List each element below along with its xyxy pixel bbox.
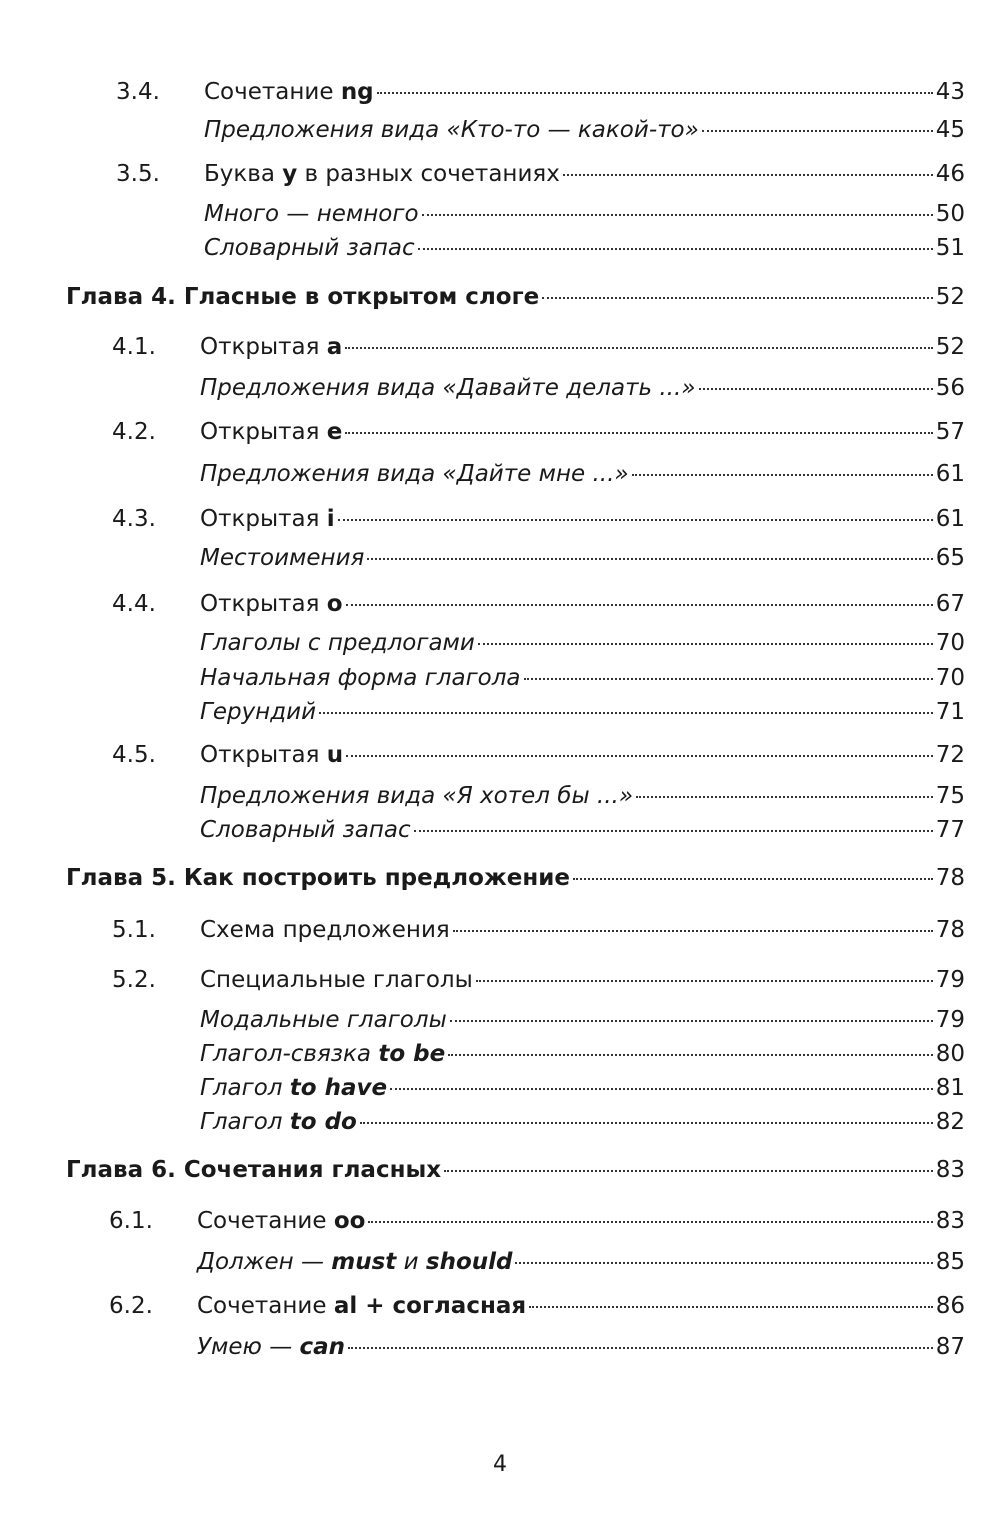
toc-entry-text: Модальные глаголы bbox=[200, 1007, 447, 1033]
toc-entry-text: Буква bbox=[204, 161, 283, 187]
toc-leader-dots bbox=[529, 1306, 933, 1308]
toc-subentry bbox=[204, 234, 965, 262]
toc-entry-page: 85 bbox=[935, 1249, 965, 1275]
toc-section-entry bbox=[109, 1292, 965, 1320]
toc-entry-number: 4.3. bbox=[112, 506, 156, 532]
toc-entry-emphasis: to have bbox=[289, 1075, 388, 1101]
toc-section-entry bbox=[112, 916, 965, 944]
toc-entry-title bbox=[66, 864, 570, 892]
toc-subentry bbox=[204, 116, 965, 144]
toc-entry-page: 56 bbox=[935, 375, 965, 401]
toc-leader-dots bbox=[632, 474, 933, 476]
toc-entry-text: Открытая bbox=[200, 742, 327, 768]
toc-entry-page: 83 bbox=[935, 1157, 965, 1183]
toc-entry-page: 79 bbox=[935, 967, 965, 993]
toc-entry-text: Начальная форма глагола bbox=[200, 665, 521, 691]
toc-entry-page: 45 bbox=[935, 117, 965, 143]
toc-entry-title bbox=[200, 698, 316, 726]
toc-entry-page: 78 bbox=[935, 865, 965, 891]
toc-entry-title bbox=[200, 782, 633, 810]
toc-leader-dots bbox=[476, 980, 933, 982]
toc-entry-emphasis: to do bbox=[289, 1109, 357, 1135]
toc-leader-dots bbox=[377, 92, 933, 94]
toc-entry-title bbox=[204, 234, 415, 262]
toc-entry-text: Глава 5. Как построить предложение bbox=[66, 865, 570, 891]
toc-section-entry bbox=[112, 333, 965, 361]
toc-entry-text: Сочетание bbox=[197, 1293, 334, 1319]
toc-entry-text: Глагол-связка bbox=[200, 1041, 379, 1067]
toc-leader-dots bbox=[346, 604, 933, 606]
toc-entry-emphasis: can bbox=[299, 1334, 346, 1360]
toc-leader-dots bbox=[450, 1020, 933, 1022]
toc-entry-title bbox=[200, 629, 475, 657]
toc-subentry bbox=[200, 460, 965, 488]
toc-entry-text: Глаголы с предлогами bbox=[200, 630, 475, 656]
toc-subentry bbox=[197, 1248, 965, 1276]
toc-entry-emphasis: must bbox=[331, 1249, 397, 1275]
toc-entry-page: 81 bbox=[935, 1075, 965, 1101]
toc-entry-text: Умею — bbox=[197, 1334, 300, 1360]
toc-leader-dots bbox=[346, 755, 933, 757]
toc-entry-text: Открытая bbox=[200, 506, 327, 532]
toc-entry-text: Словарный запас bbox=[200, 817, 411, 843]
toc-entry-text: Открытая bbox=[200, 334, 327, 360]
toc-entry-page: 70 bbox=[935, 630, 965, 656]
toc-entry-title bbox=[66, 283, 539, 311]
toc-entry-title bbox=[200, 374, 696, 402]
toc-entry-text: Глава 4. Гласные в открытом слоге bbox=[66, 284, 540, 310]
toc-entry-page: 61 bbox=[935, 506, 965, 532]
toc-entry-page: 80 bbox=[935, 1041, 965, 1067]
toc-leader-dots bbox=[338, 519, 933, 521]
toc-subentry bbox=[200, 1108, 965, 1136]
toc-entry-page: 79 bbox=[935, 1007, 965, 1033]
toc-entry-text: Глава 6. Сочетания гласных bbox=[66, 1157, 442, 1183]
toc-leader-dots bbox=[345, 347, 932, 349]
toc-entry-title bbox=[200, 1006, 447, 1034]
toc-leader-dots bbox=[702, 130, 933, 132]
toc-entry-text: Глагол bbox=[200, 1109, 290, 1135]
toc-entry-title bbox=[200, 505, 335, 533]
toc-subentry bbox=[200, 629, 965, 657]
toc-leader-dots bbox=[367, 558, 932, 560]
toc-entry-emphasis: to be bbox=[378, 1041, 446, 1067]
toc-entry-page: 50 bbox=[935, 201, 965, 227]
toc-subentry bbox=[204, 200, 965, 228]
toc-entry-emphasis: i bbox=[326, 506, 335, 532]
toc-entry-text: Местоимения bbox=[200, 545, 365, 571]
toc-entry-text: Предложения вида «Дайте мне ...» bbox=[200, 461, 629, 487]
toc-entry-text: Предложения вида «Давайте делать ...» bbox=[200, 375, 696, 401]
toc-entry-page: 75 bbox=[935, 783, 965, 809]
toc-entry-emphasis: al + согласная bbox=[333, 1293, 527, 1319]
toc-entry-title bbox=[66, 1156, 441, 1184]
toc-entry-emphasis: should bbox=[425, 1249, 513, 1275]
toc-entry-text: и bbox=[396, 1249, 426, 1275]
toc-leader-dots bbox=[390, 1088, 933, 1090]
toc-entry-number: 4.2. bbox=[112, 419, 156, 445]
toc-entry-text: Открытая bbox=[200, 419, 327, 445]
toc-subentry bbox=[200, 1006, 965, 1034]
toc-leader-dots bbox=[524, 678, 933, 680]
toc-leader-dots bbox=[345, 432, 932, 434]
toc-entry-title bbox=[200, 664, 521, 692]
toc-entry-title bbox=[197, 1333, 345, 1361]
toc-entry-title bbox=[204, 78, 374, 106]
toc-entry-page: 65 bbox=[935, 545, 965, 571]
toc-entry-title bbox=[200, 1108, 357, 1136]
toc-entry-title bbox=[197, 1207, 365, 1235]
toc-entry-page: 67 bbox=[935, 591, 965, 617]
toc-entry-title bbox=[200, 1074, 387, 1102]
toc-leader-dots bbox=[444, 1170, 933, 1172]
toc-entry-text: Предложения вида «Я хотел бы ...» bbox=[200, 783, 634, 809]
toc-entry-title bbox=[200, 590, 343, 618]
toc-entry-page: 43 bbox=[935, 79, 965, 105]
toc-entry-number: 5.2. bbox=[112, 967, 156, 993]
toc-entry-emphasis: oo bbox=[333, 1208, 366, 1234]
toc-entry-text: в разных сочетаниях bbox=[297, 161, 560, 187]
toc-entry-emphasis: u bbox=[326, 742, 344, 768]
toc-section-entry bbox=[116, 78, 965, 106]
toc-subentry bbox=[200, 1040, 965, 1068]
toc-entry-page: 77 bbox=[935, 817, 965, 843]
toc-leader-dots bbox=[360, 1122, 933, 1124]
toc-entry-number: 4.4. bbox=[112, 591, 156, 617]
toc-entry-title bbox=[200, 418, 342, 446]
toc-entry-title bbox=[200, 966, 473, 994]
toc-entry-number: 3.5. bbox=[116, 161, 160, 187]
toc-chapter-entry bbox=[66, 1156, 965, 1184]
toc-leader-dots bbox=[563, 174, 933, 176]
toc-entry-title bbox=[204, 116, 699, 144]
toc-leader-dots bbox=[699, 388, 933, 390]
toc-entry-text: Должен — bbox=[197, 1249, 332, 1275]
toc-leader-dots bbox=[478, 643, 933, 645]
toc-entry-number: 3.4. bbox=[116, 79, 160, 105]
toc-entry-title bbox=[204, 200, 419, 228]
toc-subentry bbox=[200, 1074, 965, 1102]
toc-leader-dots bbox=[414, 830, 933, 832]
toc-entry-title bbox=[197, 1292, 526, 1320]
toc-entry-text: Открытая bbox=[200, 591, 327, 617]
toc-entry-text: Специальные глаголы bbox=[200, 967, 473, 993]
toc-entry-page: 71 bbox=[935, 699, 965, 725]
toc-entry-title bbox=[197, 1248, 512, 1276]
page-number: 4 bbox=[493, 1452, 507, 1477]
toc-entry-text: Сочетание bbox=[197, 1208, 334, 1234]
toc-entry-title bbox=[200, 1040, 445, 1068]
toc-entry-number: 6.2. bbox=[109, 1293, 153, 1319]
toc-section-entry bbox=[112, 418, 965, 446]
toc-section-entry bbox=[116, 160, 965, 188]
toc-entry-page: 52 bbox=[935, 284, 965, 310]
toc-subentry bbox=[197, 1333, 965, 1361]
toc-entry-text: Глагол bbox=[200, 1075, 290, 1101]
toc-entry-text: Много — немного bbox=[204, 201, 419, 227]
toc-entry-page: 51 bbox=[935, 235, 965, 261]
toc-leader-dots bbox=[542, 297, 933, 299]
toc-entry-emphasis: o bbox=[326, 591, 343, 617]
toc-entry-page: 61 bbox=[935, 461, 965, 487]
toc-entry-text: Сочетание bbox=[204, 79, 341, 105]
toc-entry-page: 86 bbox=[935, 1293, 965, 1319]
toc-entry-text: Предложения вида «Кто-то — какой-то» bbox=[204, 117, 699, 143]
toc-entry-page: 57 bbox=[935, 419, 965, 445]
toc-section-entry bbox=[112, 741, 965, 769]
toc-subentry bbox=[200, 782, 965, 810]
toc-leader-dots bbox=[422, 214, 933, 216]
toc-entry-number: 4.5. bbox=[112, 742, 156, 768]
toc-entry-text: Герундий bbox=[200, 699, 317, 725]
toc-leader-dots bbox=[348, 1347, 933, 1349]
toc-section-entry bbox=[112, 505, 965, 533]
toc-entry-page: 72 bbox=[935, 742, 965, 768]
toc-entry-page: 78 bbox=[935, 917, 965, 943]
toc-leader-dots bbox=[319, 712, 933, 714]
toc-entry-text: Схема предложения bbox=[200, 917, 450, 943]
toc-subentry bbox=[200, 544, 965, 572]
toc-entry-page: 87 bbox=[935, 1334, 965, 1360]
toc-entry-title bbox=[200, 741, 343, 769]
toc-entry-text: Словарный запас bbox=[204, 235, 415, 261]
toc-entry-title bbox=[200, 544, 364, 572]
toc-leader-dots bbox=[418, 248, 933, 250]
toc-entry-page: 83 bbox=[935, 1208, 965, 1234]
toc-entry-page: 82 bbox=[935, 1109, 965, 1135]
toc-leader-dots bbox=[368, 1221, 932, 1223]
toc-entry-title bbox=[200, 916, 450, 944]
toc-leader-dots bbox=[453, 930, 933, 932]
toc-entry-title bbox=[204, 160, 560, 188]
toc-entry-number: 5.1. bbox=[112, 917, 156, 943]
toc-subentry bbox=[200, 698, 965, 726]
toc-entry-page: 46 bbox=[935, 161, 965, 187]
toc-entry-title bbox=[200, 816, 411, 844]
toc-entry-number: 6.1. bbox=[109, 1208, 153, 1234]
toc-subentry bbox=[200, 664, 965, 692]
toc-section-entry bbox=[112, 966, 965, 994]
toc-entry-emphasis: a bbox=[326, 334, 343, 360]
toc-entry-title bbox=[200, 460, 629, 488]
toc-leader-dots bbox=[636, 796, 933, 798]
toc-section-entry bbox=[109, 1207, 965, 1235]
toc-leader-dots bbox=[448, 1054, 933, 1056]
toc-subentry bbox=[200, 374, 965, 402]
toc-entry-page: 70 bbox=[935, 665, 965, 691]
toc-entry-number: 4.1. bbox=[112, 334, 156, 360]
toc-entry-emphasis: e bbox=[326, 419, 343, 445]
toc-chapter-entry bbox=[66, 864, 965, 892]
toc-entry-page: 52 bbox=[935, 334, 965, 360]
toc-chapter-entry bbox=[66, 283, 965, 311]
toc-leader-dots bbox=[515, 1262, 932, 1264]
toc-section-entry bbox=[112, 590, 965, 618]
toc-entry-emphasis: ng bbox=[340, 79, 374, 105]
toc-subentry bbox=[200, 816, 965, 844]
toc-entry-title bbox=[200, 333, 342, 361]
toc-entry-emphasis: y bbox=[282, 161, 298, 187]
toc-leader-dots bbox=[573, 878, 933, 880]
